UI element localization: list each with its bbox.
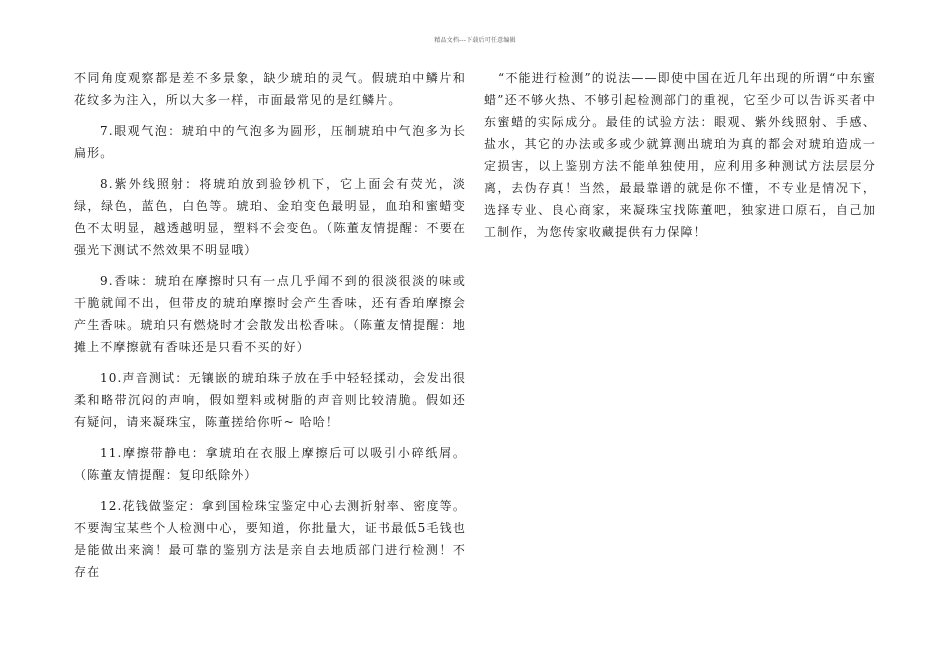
paragraph-item-10-sound: 10.声音测试：无镶嵌的琥珀珠子放在手中轻轻揉动，会发出很柔和略带沉闷的声响，假如塑料或树脂的声音则比较清脆。假如还有疑问，请来凝珠宝，陈董搓给你听~ 哈哈！	[74, 371, 466, 429]
left-column	[74, 67, 466, 592]
paragraph-item-7-bubbles: 7.眼观气泡：琥珀中的气泡多为圆形，压制琥珀中气泡多为长扁形。	[74, 124, 466, 160]
paragraph-continuation: 不同角度观察都是差不多景象，缺少琥珀的灵气。假琥珀中鳞片和花纹多为注入，所以大多一样，市面最常见的是红鳞片。	[74, 71, 466, 107]
paragraph-item-12-appraisal: 12.花钱做鉴定：拿到国检珠宝鉴定中心去测折射率、密度等。不要淘宝某些个人检测中心，要知道，你批量大，证书最低5毛钱也是能做出来滴！最可靠的鉴别方法是亲自去地质部门进行检测！不存在	[74, 499, 466, 579]
paragraph-item-8-uv-light: 8.紫外线照射：将琥珀放到验钞机下，它上面会有荧光，淡绿，绿色，蓝色，白色等。琥珀、金珀变色最明显，血珀和蜜蜡变色不太明显，越透越明显，塑料不会变色。（陈董友情提醒：不要在强光下测试不然效果不明显哦）	[74, 177, 466, 257]
paragraph-item-11-static: 11.摩擦带静电：拿琥珀在衣服上摩擦后可以吸引小碎纸屑。（陈董友情提醒：复印纸除外）	[74, 446, 466, 482]
right-column	[484, 67, 876, 252]
paragraph-conclusion: “不能进行检测”的说法——即使中国在近几年出现的所谓“中东蜜蜡”还不够火热、不够引起检测部门的重视，它至少可以告诉买者中东蜜蜡的实际成分。最佳的试验方法：眼观、紫外线照射、手感、盐水，其它的办法或多或少就算测出琥珀为真的都会对琥珀造成一定损害，以上鉴别方法不能单独使用，应利用多种测试方法层层分离，去伪存真！当然，最最靠谱的就是你不懂，不专业是情况下，选择专业、良心商家，来凝珠宝找陈董吧，独家进口原石，自己加工制作，为您传家收藏提供有力保障！	[484, 71, 876, 239]
page-header: 精品文档---下载后可任意编辑	[434, 37, 516, 44]
paragraph-item-9-scent: 9.香味：琥珀在摩擦时只有一点几乎闻不到的很淡很淡的味或干脆就闻不出，但带皮的琥珀摩擦时会产生香味，还有香珀摩擦会产生香味。琥珀只有燃烧时才会散发出松香味。（陈董友情提醒：地摊上不摩擦就有香味还是只看不买的好）	[74, 274, 466, 354]
